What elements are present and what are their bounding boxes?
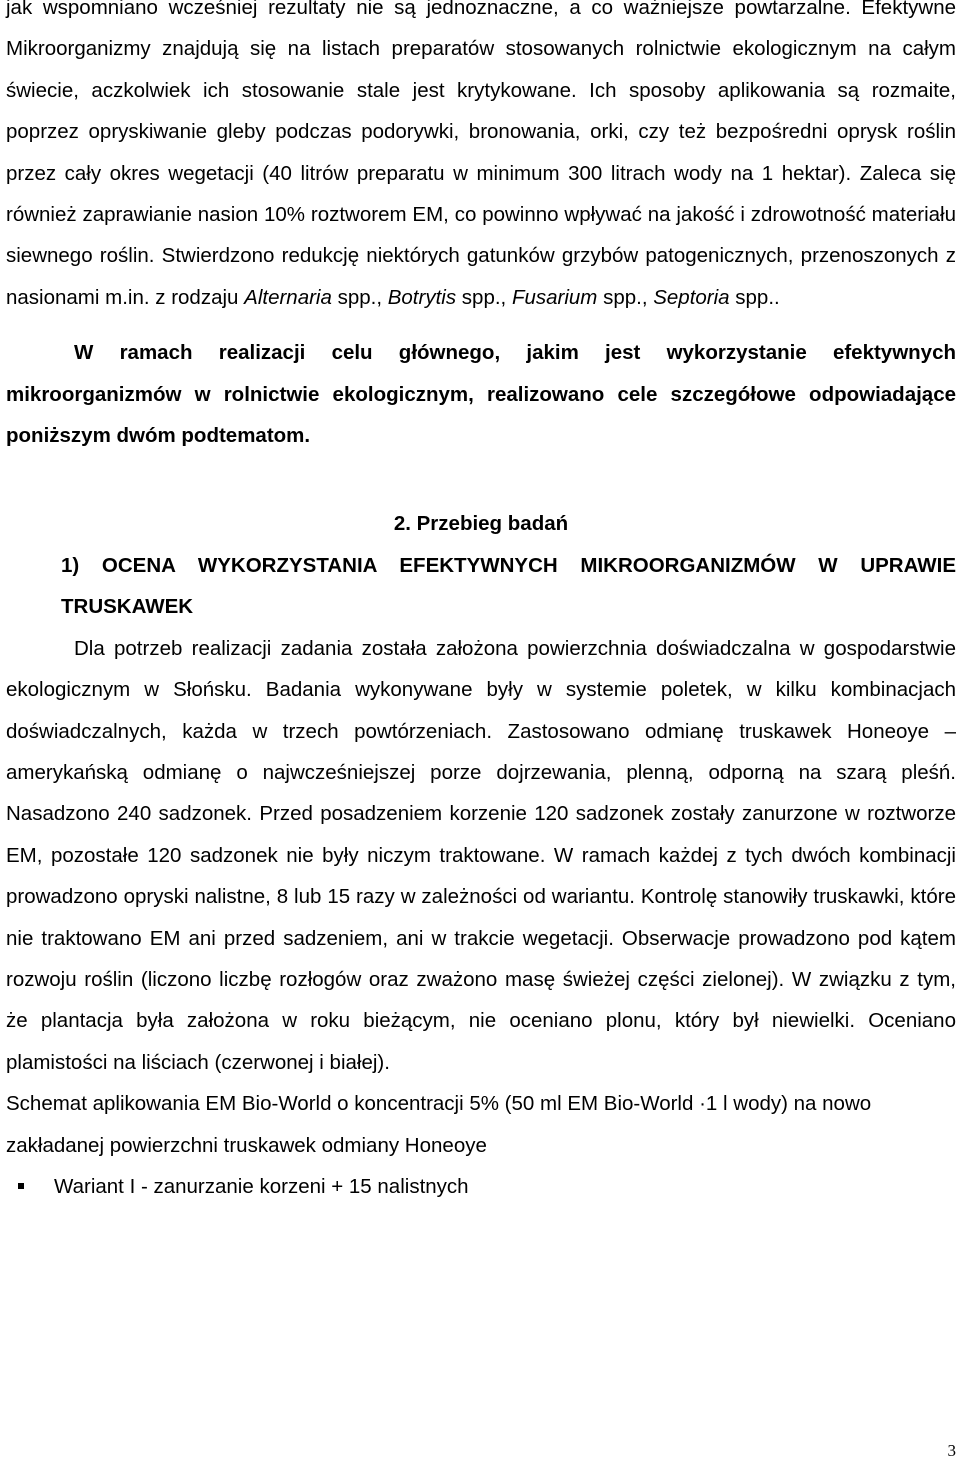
page-number: 3: [947, 1441, 956, 1460]
section-heading: 2. Przebieg badań: [393, 512, 569, 536]
spp-text: spp.,: [597, 285, 654, 309]
square-bullet-icon: [18, 1183, 24, 1189]
genus-name: Alternaria: [244, 285, 332, 309]
subsection-heading: 1) OCENA WYKORZYSTANIA EFEKTYWNYCH MIKROORGANIZMÓW W UPRAWIE TRUSKAWEK: [61, 553, 956, 619]
list-item-text: Wariant I - zanurzanie korzeni + 15 nalistnych: [54, 1174, 469, 1198]
body-paragraph-strawberry-experiment: Dla potrzeb realizacji zadania została założona powierzchnia doświadczalna w gospodarstwie ekologicznym w Słońsku. Badania wykonywane były w systemie poletek, w kilku kombinacjach doświadczalnych, każda w trzech powtórzeniach. Zastosowano odmianę truskawek Honeoye – amerykańską odmianę o najwcześniejszej porze dojrzewania, plenną, odporną na szarą pleśń. Nasadzono 240 sadzonek. Przed posadzeniem korzenie 120 sadzonek zostały zanurzone w roztworze EM, pozostałe 120 sadzonek nie były niczym traktowane. W ramach każdej z tych dwóch kombinacji prowadzono opryski nalistne, 8 lub 15 razy w zależności od wariantu. Kontrolę stanowiły truskawki, które nie traktowano EM ani przed sadzeniem, ani w trakcie wegetacji. Obserwacje prowadzono pod kątem rozwoju roślin (liczono liczbę rozłogów oraz zważono masę świeżej części zielonej). W związku z tym, że plantacja była założona w roku bieżącym, nie oceniano plonu, który był niewielki. Oceniano plamistości na liściach (czerwonej i białej).: [6, 636, 956, 1074]
genus-name: Botrytis: [387, 285, 457, 309]
spp-text: spp.,: [456, 285, 512, 309]
list-item: [6, 1166, 956, 1207]
spp-text: spp.,: [331, 285, 388, 309]
bold-objective-paragraph: W ramach realizacji celu głównego, jakim jest wykorzystanie efektywnych mikroorganizmów w rolnictwie ekologicznym, realizowano cele szczegółowe odpowiadające poniższym dwóm podtematom.: [6, 341, 956, 448]
body-paragraph-application-scheme: Schemat aplikowania EM Bio-World o koncentracji 5% (50 ml EM Bio-World ·1 l wody) na nowo zakładanej powierzchni truskawek odmiany Honeoye: [6, 1092, 872, 1157]
paragraph-text: jak wspomniano wcześniej rezultaty nie są jednoznaczne, a co ważniejsze powtarzalne. Efektywne Mikroorganizmy znajdują się na listach preparatów stosowanych rolnictwie ekologicznym na całym świecie, aczkolwiek ich stosowanie stale jest krytykowane. Ich sposoby aplikowania są rozmaite, poprzez opryskiwanie gleby podczas podorywki, bronowania, orki, czy też bezpośredni oprysk roślin przez cały okres wegetacji (40 litrów preparatu w minimum 300 litrach wody na 1 hektar). Zaleca się również zaprawianie nasion 10% roztworem EM, co powinno wpływać na jakość i zdrowotność materiału siewnego roślin. Stwierdzono redukcję niektórych gatunków grzybów patogenicznych, przenoszonych z nasionami m.in. z rodzaju: [6, 0, 956, 309]
body-paragraph-em-application: [6, 0, 956, 318]
document-page: [6, 0, 956, 1207]
genus-name: Septoria: [653, 285, 730, 309]
genus-name: Fusarium: [511, 285, 598, 309]
spp-text: spp..: [729, 285, 780, 309]
